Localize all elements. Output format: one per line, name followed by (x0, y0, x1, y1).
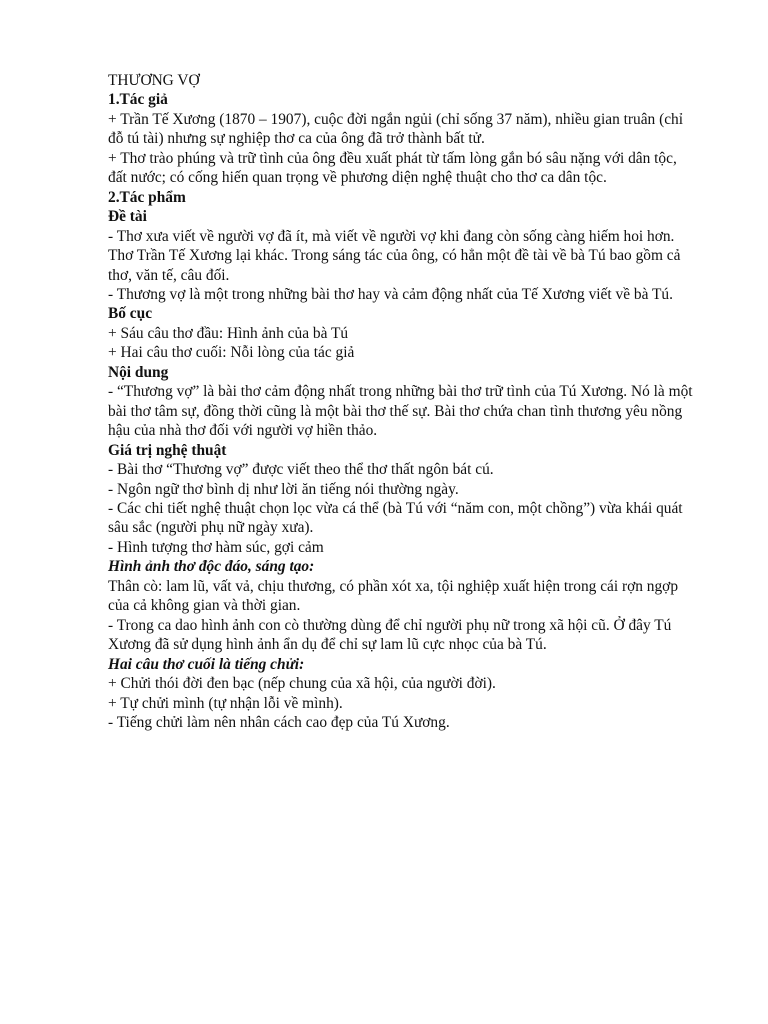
content-heading: Nội dung (108, 363, 169, 381)
structure-paragraph-1: + Sáu câu thơ đầu: Hình ảnh của bà Tú (108, 324, 349, 342)
author-paragraph-1: + Trần Tế Xương (1870 – 1907), cuộc đời ngắn ngủi (chỉ sống 37 năm), nhiều gian truân (chỉ đỗ tú tài) nhưng sự nghiệp thơ ca của ông đã trở thành bất tử. (108, 110, 684, 148)
topic-paragraph-1: - Thơ xưa viết về người vợ đã ít, mà viết về người vợ khi đang còn sống càng hiếm hoi hơn. Thơ Trần Tế Xương lại khác. Trong sáng tác của ông, có hẳn một đề tài về bà Tú bao gồm cả thơ, văn tế, câu đối. (108, 227, 681, 284)
author-heading: 1.Tác giả (108, 91, 168, 109)
topic-heading: Đề tài (108, 208, 147, 226)
curse-paragraph-3: - Tiếng chửi làm nên nhân cách cao đẹp của Tú Xương. (108, 713, 450, 731)
author-paragraph-2: + Thơ trào phúng và trữ tình của ông đều xuất phát từ tấm lòng gắn bó sâu nặng với dân tộc, đất nước; có cống hiến quan trọng về phương diện nghệ thuật cho thơ ca dân tộc. (108, 149, 677, 187)
curse-heading: Hai câu thơ cuối là tiếng chửi: (108, 655, 305, 673)
art-paragraph-3: - Các chi tiết nghệ thuật chọn lọc vừa cá thể (bà Tú với “năm con, một chồng”) vừa khái quát sâu sắc (người phụ nữ ngày xưa). (108, 499, 683, 537)
curse-paragraph-2: + Tự chửi mình (tự nhận lỗi về mình). (108, 694, 343, 712)
curse-paragraph-1: + Chửi thói đời đen bạc (nếp chung của xã hội, của người đời). (108, 675, 496, 693)
content-paragraph-1: - “Thương vợ” là bài thơ cảm động nhất trong những bài thơ trữ tình của Tú Xương. Nó là một bài thơ tâm sự, đồng thời cũng là một bài thơ thế sự. Bài thơ chứa chan tình thương yêu nồng hậu của nhà thơ đối với người vợ hiền thảo. (108, 383, 693, 440)
work-heading: 2.Tác phẩm (108, 188, 186, 206)
art-heading: Giá trị nghệ thuật (108, 441, 227, 459)
structure-paragraph-2: + Hai câu thơ cuối: Nỗi lòng của tác giả (108, 344, 355, 362)
art-paragraph-1: - Bài thơ “Thương vợ” được viết theo thể thơ thất ngôn bát cú. (108, 461, 494, 479)
imagery-paragraph-2: - Trong ca dao hình ảnh con cò thường dùng để chỉ người phụ nữ trong xã hội cũ. Ở đây Tú Xương đã sử dụng hình ảnh ẩn dụ để chỉ sự lam lũ cực nhọc của bà Tú. (108, 616, 672, 654)
topic-paragraph-2: - Thương vợ là một trong những bài thơ hay và cảm động nhất của Tế Xương viết về bà Tú. (108, 285, 673, 303)
imagery-heading: Hình ảnh thơ độc đáo, sáng tạo: (108, 558, 315, 576)
art-paragraph-4: - Hình tượng thơ hàm súc, gợi cảm (108, 538, 324, 556)
art-paragraph-2: - Ngôn ngữ thơ bình dị như lời ăn tiếng nói thường ngày. (108, 480, 459, 498)
structure-heading: Bố cục (108, 305, 153, 323)
imagery-paragraph-1: Thân cò: lam lũ, vất vả, chịu thương, có phần xót xa, tội nghiệp xuất hiện trong cái rợn ngợp của cả không gian và thời gian. (108, 577, 679, 615)
document-title: THƯƠNG VỢ (108, 72, 200, 89)
document-page (108, 71, 698, 732)
